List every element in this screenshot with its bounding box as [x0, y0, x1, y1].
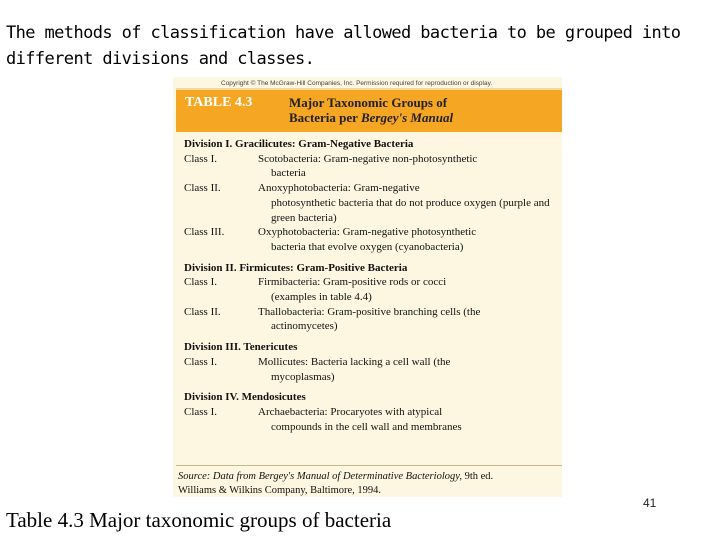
- page-number: 41: [643, 496, 657, 510]
- class-row: [184, 181, 556, 225]
- class-label: Class I.: [184, 355, 217, 368]
- class-description: Archaebacteria: Procaryotes with atypical compounds in the cell wall and membranes: [258, 405, 462, 433]
- class-description: Mollicutes: Bacteria lacking a cell wall (the mycoplasmas): [258, 355, 451, 383]
- division-heading: Division IV. Mendosicutes: [184, 391, 306, 404]
- copyright-notice: Copyright © The McGraw-Hill Companies, Inc. Permission required for reproduction or display.: [221, 80, 493, 87]
- class-description: Oxyphotobacteria: Gram-negative photosynthetic bacteria that evolve oxygen (cyanobacteria): [258, 226, 477, 253]
- division-heading: Division III. Tenericutes: [184, 341, 298, 354]
- table-body: [184, 137, 556, 434]
- class-row: [184, 405, 556, 434]
- slide-caption: Table 4.3 Major taxonomic groups of bacteria: [6, 508, 392, 532]
- class-row: [184, 225, 556, 254]
- class-label: Class III.: [184, 226, 225, 239]
- class-row: [184, 305, 556, 334]
- class-row: [184, 275, 556, 304]
- class-label: Class I.: [184, 152, 217, 165]
- class-description: Anoxyphotobacteria: Gram-negative photosynthetic bacteria that do not produce oxygen (purple and green bacteria): [258, 182, 550, 224]
- class-label: Class II.: [184, 305, 221, 318]
- division-heading: Division I. Gracilicutes: Gram-Negative Bacteria: [184, 138, 414, 150]
- table-header: [176, 88, 562, 132]
- table-title: Major Taxonomic Groups of Bacteria per Bergey's Manual: [289, 95, 454, 125]
- table-image: [173, 77, 562, 497]
- class-description: Scotobacteria: Gram-negative non-photosynthetic bacteria: [258, 152, 478, 180]
- class-row: [184, 355, 556, 384]
- class-description: Firmibacteria: Gram-positive rods or cocci (examples in table 4.4): [258, 276, 447, 304]
- class-label: Class I.: [184, 405, 217, 418]
- intro-text: The methods of classification have allowed bacteria to be grouped into different divisions and classes.: [6, 23, 681, 69]
- table-source: Source: Data from Bergey's Manual of Determinative Bacteriology, 9th ed. Williams & Wilkins Company, Baltimore, 1994.: [176, 465, 562, 497]
- class-row: [184, 152, 556, 181]
- class-label: Class I.: [184, 276, 217, 289]
- table-number: TABLE 4.3: [185, 95, 253, 110]
- division-heading: Division II. Firmicutes: Gram-Positive Bacteria: [184, 261, 408, 274]
- class-description: Thallobacteria: Gram-positive branching cells (the actinomycetes): [258, 305, 481, 333]
- class-label: Class II.: [184, 182, 221, 195]
